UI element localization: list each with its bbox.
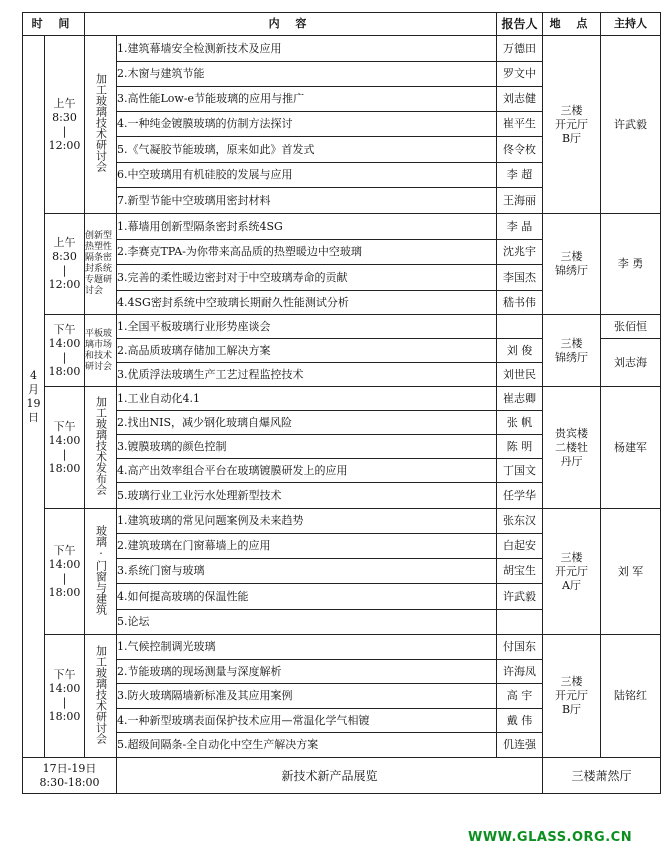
session-location (543, 635, 601, 758)
topic-cell: 1.幕墙用创新型隔条密封系统4SG (117, 214, 497, 240)
speaker-cell: 罗文中 (497, 62, 543, 87)
topic-cell: 3.镀膜玻璃的颜色控制 (117, 435, 497, 459)
footer-content: 新技术新产品展览 (117, 758, 543, 794)
speaker-cell: 嵇书伟 (497, 291, 543, 315)
footer-row (23, 758, 661, 794)
topic-cell: 4.高产出效率组合平台在玻璃镀膜研发上的应用 (117, 459, 497, 483)
topic-cell: 2.找出NIS，减少钢化玻璃自爆风险 (117, 411, 497, 435)
location-text: 丹厅 (560, 454, 583, 468)
topic-cell: 6.中空玻璃用有机硅胶的发展与应用 (117, 163, 497, 188)
topic-cell: 2.高品质玻璃存储加工解决方案 (117, 339, 497, 363)
location-text: 开元厅 (555, 689, 588, 702)
session-location (543, 214, 601, 315)
speaker-cell (497, 610, 543, 635)
location-text: 三楼 (560, 103, 583, 117)
session-time-text: 14:00 (48, 336, 81, 350)
speaker-cell: 刘志健 (497, 87, 543, 112)
topic-cell: 3.高性能Low-e节能玻璃的应用与推广 (117, 87, 497, 112)
topic-cell: 3.完善的柔性暖边密封对于中空玻璃寿命的贡献 (117, 265, 497, 291)
topic-cell: 2.节能玻璃的现场测量与深度解析 (117, 660, 497, 684)
session-time-text: 12:00 (48, 278, 81, 291)
speaker-cell: 崔平生 (497, 112, 543, 137)
session-time-text: 18:00 (48, 585, 81, 599)
schedule-table-wrapper (22, 12, 647, 794)
location-text: B厅 (561, 131, 582, 145)
session-time-text: | (62, 124, 67, 138)
session-row (23, 315, 661, 339)
speaker-cell: 张 帆 (497, 411, 543, 435)
header-time: 时 间 (23, 13, 85, 36)
topic-cell: 4.一种纯金镀膜玻璃的仿制方法探讨 (117, 112, 497, 137)
session-time-text: 12:00 (48, 138, 81, 152)
topic-cell: 4.如何提高玻璃的保温性能 (117, 584, 497, 610)
topic-cell: 4.4SG密封系统中空玻璃长期耐久性能测试分析 (117, 291, 497, 315)
session-title-text: 平板玻璃市场和技术研讨会 (85, 328, 113, 372)
session-time-text: 18:00 (48, 364, 81, 378)
topic-cell: 1.全国平板玻璃行业形势座谈会 (117, 315, 497, 339)
topic-cell: 5.玻璃行业工业污水处理新型技术 (117, 483, 497, 509)
session-time-text: | (62, 571, 67, 585)
session-row (23, 387, 661, 411)
location-text: 三楼 (560, 550, 583, 564)
schedule-table (22, 12, 661, 794)
session-title-text: 创新型热塑性隔条密封系统专题研讨会 (85, 231, 113, 296)
speaker-cell: 崔志卿 (497, 387, 543, 411)
session-title (85, 635, 117, 758)
date-text: 日 (28, 410, 39, 424)
footer-time-text: 8:30-18:00 (39, 775, 100, 789)
location-text: 开元厅 (555, 564, 588, 578)
session-time-text: 下午 (53, 419, 76, 433)
speaker-cell: 张东汉 (497, 509, 543, 534)
session-host: 刘志海 (601, 339, 661, 387)
session-time-text: 上午 (53, 236, 76, 249)
session-time-text: 18:00 (48, 710, 81, 723)
speaker-cell: 白起安 (497, 534, 543, 559)
session-time-text: 14:00 (48, 682, 81, 695)
topic-cell: 7.新型节能中空玻璃用密封材料 (117, 188, 497, 214)
speaker-cell: 万德田 (497, 36, 543, 62)
session-time (45, 36, 85, 214)
date-cell (23, 36, 45, 758)
session-location (543, 36, 601, 214)
location-text: 开元厅 (555, 117, 588, 131)
topic-cell: 2.李赛克TPA-为你带来高品质的热塑暖边中空玻璃 (117, 240, 497, 265)
session-time (45, 635, 85, 758)
speaker-cell: 王海丽 (497, 188, 543, 214)
speaker-cell: 丁国文 (497, 459, 543, 483)
session-location (543, 509, 601, 635)
session-time-text: 下午 (53, 322, 76, 336)
session-title-text: 加工玻璃技术发布会 (94, 396, 108, 495)
location-text: 三楼 (560, 336, 583, 350)
session-time (45, 214, 85, 315)
speaker-cell (497, 315, 543, 339)
session-time-text: | (62, 447, 67, 461)
session-row (23, 36, 661, 62)
session-time-text: 18:00 (48, 461, 81, 475)
topic-cell: 3.优质浮法玻璃生产工艺过程监控技术 (117, 363, 497, 387)
topic-cell: 5.论坛 (117, 610, 497, 635)
session-time-text: 8:30 (52, 250, 77, 263)
footer-location: 三楼萧然厅 (543, 758, 661, 794)
topic-cell: 5.超级间隔条-全自动化中空生产解决方案 (117, 733, 497, 758)
speaker-cell: 仉连强 (497, 733, 543, 758)
session-row (23, 635, 661, 660)
speaker-cell: 刘 俊 (497, 339, 543, 363)
session-time-text: 上午 (53, 96, 76, 110)
session-title-text: 玻璃·门窗与建筑 (94, 524, 108, 615)
topic-cell: 2.建筑玻璃在门窗幕墙上的应用 (117, 534, 497, 559)
session-location (543, 315, 601, 387)
date-text: 19 (26, 396, 41, 410)
location-text: 锦绣厅 (555, 264, 588, 277)
session-host: 陆铭红 (601, 635, 661, 758)
session-time (45, 387, 85, 509)
session-time-text: 14:00 (48, 557, 81, 571)
session-time-text: | (62, 696, 67, 709)
speaker-cell: 许海凤 (497, 660, 543, 684)
topic-cell: 1.建筑幕墙安全检测新技术及应用 (117, 36, 497, 62)
speaker-cell: 李国杰 (497, 265, 543, 291)
session-location (543, 387, 601, 509)
speaker-cell: 高 宇 (497, 684, 543, 709)
session-title (85, 315, 117, 387)
speaker-cell: 戴 伟 (497, 709, 543, 733)
speaker-cell: 付国东 (497, 635, 543, 660)
location-text: B厅 (561, 703, 582, 716)
session-time-text: | (62, 350, 67, 364)
speaker-cell: 胡宝生 (497, 559, 543, 584)
session-time-text: 14:00 (48, 433, 81, 447)
session-title (85, 387, 117, 509)
topic-cell: 1.气候控制调光玻璃 (117, 635, 497, 660)
topic-cell: 5.《气凝胶节能玻璃，原来如此》首发式 (117, 137, 497, 163)
session-title (85, 214, 117, 315)
session-time (45, 509, 85, 635)
session-host: 许武毅 (601, 36, 661, 214)
speaker-cell: 佟令枚 (497, 137, 543, 163)
speaker-cell: 刘世民 (497, 363, 543, 387)
session-time (45, 315, 85, 387)
session-title (85, 509, 117, 635)
location-text: 锦绣厅 (555, 350, 588, 364)
session-title-text: 加工玻璃技术研讨会 (94, 644, 108, 744)
site-watermark: WWW.GLASS.ORG.CN (468, 830, 633, 845)
footer-time-text: 17日-19日 (42, 761, 97, 775)
session-title (85, 36, 117, 214)
location-text: 二楼牡 (555, 440, 588, 454)
speaker-cell: 陈 明 (497, 435, 543, 459)
location-text: 三楼 (560, 675, 583, 688)
session-row (23, 214, 661, 240)
session-host: 刘 军 (601, 509, 661, 635)
header-speaker: 报告人 (497, 13, 543, 36)
speaker-cell: 沈兆宇 (497, 240, 543, 265)
speaker-cell: 任学华 (497, 483, 543, 509)
date-text: 4 (30, 368, 37, 382)
location-text: 贵宾楼 (555, 426, 588, 440)
speaker-cell: 许武毅 (497, 584, 543, 610)
footer-time (23, 758, 117, 794)
session-title-text: 加工玻璃技术研讨会 (94, 73, 108, 172)
topic-cell: 2.木窗与建筑节能 (117, 62, 497, 87)
session-time-text: 下午 (53, 543, 76, 557)
speaker-cell: 李 晶 (497, 214, 543, 240)
header-content: 内 容 (85, 13, 497, 36)
header-location: 地 点 (543, 13, 601, 36)
session-time-text: 8:30 (52, 110, 77, 124)
topic-cell: 1.建筑玻璃的常见问题案例及未来趋势 (117, 509, 497, 534)
schedule-body (23, 13, 661, 794)
session-time-text: | (62, 264, 67, 277)
date-text: 月 (28, 382, 39, 396)
session-host: 李 勇 (601, 214, 661, 315)
header-host: 主持人 (601, 13, 661, 36)
session-host: 张佰恒 (601, 315, 661, 339)
session-row (23, 509, 661, 534)
location-text: 三楼 (560, 250, 583, 263)
speaker-cell: 李 超 (497, 163, 543, 188)
topic-cell: 3.防火玻璃隔墙新标准及其应用案例 (117, 684, 497, 709)
location-text: A厅 (562, 578, 581, 592)
topic-cell: 1.工业自动化4.1 (117, 387, 497, 411)
session-time-text: 下午 (53, 668, 76, 681)
topic-cell: 4.一种新型玻璃表面保护技术应用—常温化学气相镀 (117, 709, 497, 733)
session-host: 杨建军 (601, 387, 661, 509)
topic-cell: 3.系统门窗与玻璃 (117, 559, 497, 584)
